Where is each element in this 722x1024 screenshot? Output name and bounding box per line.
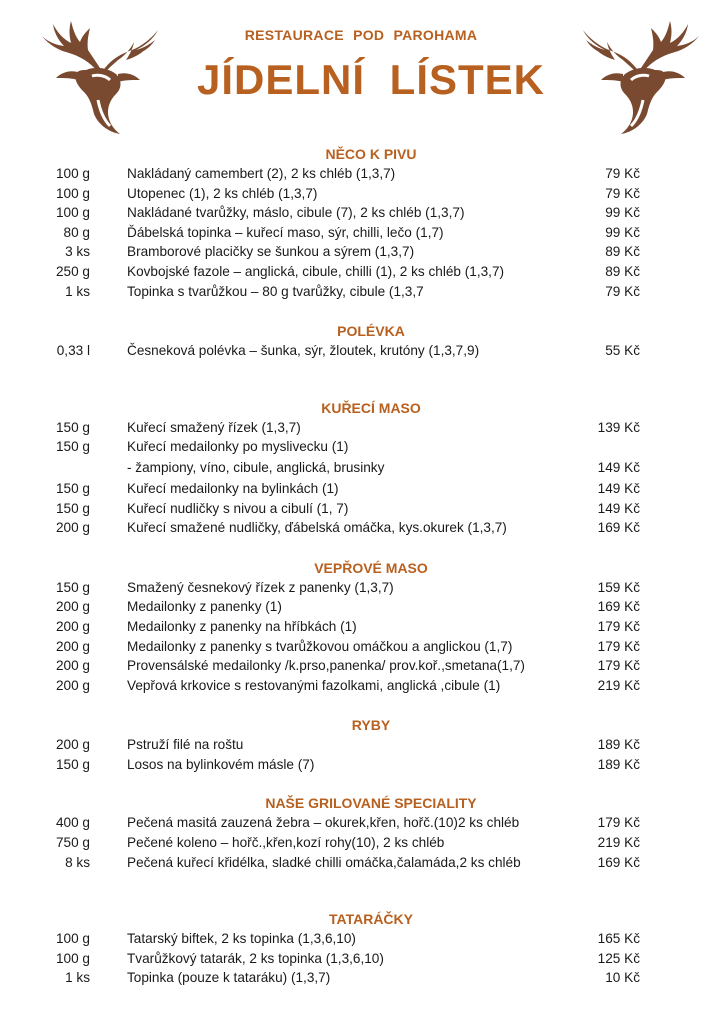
menu-item <box>0 656 722 676</box>
menu-item <box>0 437 722 457</box>
menu-item-qty: 150 g <box>55 419 90 435</box>
menu-item-qty: 100 g <box>55 185 90 201</box>
menu-item <box>0 853 722 873</box>
menu-item-qty: 150 g <box>55 500 90 516</box>
menu-item-name: Nakládané tvarůžky, máslo, cibule (7), 2 ks chléb (1,3,7) <box>127 205 465 221</box>
menu-item <box>0 833 722 853</box>
menu-item-price: 189 Kč <box>597 737 640 753</box>
menu-item-price: 179 Kč <box>597 638 640 654</box>
restaurant-name: RESTAURACE POD PAROHAMA <box>244 27 478 43</box>
menu-section <box>0 794 722 872</box>
menu-item-qty: 200 g <box>55 677 90 693</box>
menu-item <box>0 949 722 969</box>
menu-section <box>0 322 722 361</box>
section-title: NĚCO K PIVU <box>325 146 417 162</box>
menu-item-qty: 150 g <box>55 756 90 772</box>
menu-item-price: 79 Kč <box>605 185 640 201</box>
menu-item-price: 10 Kč <box>605 970 640 986</box>
menu-item-qty: 150 g <box>55 480 90 496</box>
menu-item-price: 149 Kč <box>597 459 640 475</box>
menu-item-name: Pstruží filé na roštu <box>127 737 244 753</box>
menu-item-name: Tatarský biftek, 2 ks topinka (1,3,6,10) <box>127 931 356 947</box>
menu-section <box>0 145 722 301</box>
menu-item-name: Topinka s tvarůžkou – 80 g tvarůžky, cibule (1,3,7 <box>127 283 424 299</box>
menu-item-qty: 200 g <box>55 737 90 753</box>
menu-item <box>0 637 722 657</box>
menu-item-price: 89 Kč <box>605 244 640 260</box>
menu <box>0 145 722 988</box>
menu-item-qty: 200 g <box>55 520 90 536</box>
menu-item-name: Utopenec (1), 2 ks chléb (1,3,7) <box>127 185 318 201</box>
menu-item-name: Kuřecí smažené nudličky, ďábelská omáčka, kys.okurek (1,3,7) <box>127 520 507 536</box>
menu-item-price: 79 Kč <box>605 166 640 181</box>
section-title: RYBY <box>351 717 391 734</box>
menu-item <box>0 597 722 617</box>
menu-item-qty: 200 g <box>55 599 90 615</box>
menu-item-price: 219 Kč <box>597 677 640 693</box>
menu-item-price: 99 Kč <box>605 205 640 221</box>
menu-item <box>0 813 722 833</box>
menu-item-price: 179 Kč <box>597 658 640 674</box>
page-title: JÍDELNÍ LÍSTEK <box>196 56 546 103</box>
menu-section <box>0 716 722 774</box>
menu-item-price: 149 Kč <box>597 480 640 496</box>
menu-item <box>0 929 722 949</box>
menu-item-qty: 250 g <box>55 263 90 279</box>
menu-item <box>0 578 722 598</box>
menu-item-name: Kuřecí medailonky po myslivecku (1) <box>127 439 349 455</box>
menu-item-price: 219 Kč <box>597 835 640 851</box>
menu-item-name: Nakládaný camembert (2), 2 ks chléb (1,3,7) <box>127 166 396 181</box>
menu-item-name: Medailonky z panenky na hříbkách (1) <box>127 618 357 634</box>
menu-item-name: Bramborové placičky se šunkou a sýrem (1,3,7) <box>127 244 415 260</box>
menu-item <box>0 457 722 479</box>
menu-item-name: Topinka (pouze k tataráku) (1,3,7) <box>127 970 331 986</box>
menu-item-name: Kuřecí nudličky s nivou a cibulí (1, 7) <box>127 500 349 516</box>
section-title: NAŠE GRILOVANÉ SPECIALITY <box>265 795 477 812</box>
menu-item-qty: 150 g <box>55 579 90 595</box>
menu-item-qty: 400 g <box>55 815 90 831</box>
menu-item <box>0 203 722 223</box>
menu-item-qty: 8 ks <box>65 854 90 870</box>
menu-item-price: 169 Kč <box>597 520 640 536</box>
menu-item-qty: 3 ks <box>65 244 90 260</box>
menu-item-name: Česneková polévka – šunka, sýr, žloutek, krutóny (1,3,7,9) <box>127 343 480 359</box>
menu-item-name: Losos na bylinkovém másle (7) <box>127 756 315 772</box>
section-title: TATARÁČKY <box>329 911 413 928</box>
menu-item-name: Smažený česnekový řízek z panenky (1,3,7) <box>127 579 394 595</box>
menu-item-price: 99 Kč <box>605 224 640 240</box>
menu-item <box>0 755 722 775</box>
menu-item-price: 149 Kč <box>597 500 640 516</box>
menu-item-qty: 750 g <box>55 835 90 851</box>
menu-section <box>0 559 722 696</box>
menu-item-name: Pečené koleno – hořč.,křen,kozí rohy(10), 2 ks chléb <box>127 835 445 851</box>
menu-item-qty: 150 g <box>55 439 90 455</box>
menu-section <box>0 399 722 538</box>
menu-item-name: Vepřová krkovice s restovanými fazolkami, anglická ,cibule (1) <box>127 677 501 693</box>
menu-item <box>0 676 722 696</box>
menu-item <box>0 341 722 361</box>
menu-section <box>0 910 722 988</box>
menu-item-price: 79 Kč <box>605 283 640 299</box>
menu-item-price: 189 Kč <box>597 756 640 772</box>
menu-item-name: - žampiony, víno, cibule, anglická, brusinky <box>127 459 385 475</box>
menu-item-price: 179 Kč <box>597 618 640 634</box>
menu-item <box>0 418 722 438</box>
section-title: POLÉVKA <box>337 323 405 340</box>
menu-item <box>0 735 722 755</box>
menu-item <box>0 164 722 184</box>
menu-item-qty: 100 g <box>55 166 90 181</box>
menu-item-qty: 200 g <box>55 658 90 674</box>
menu-item <box>0 499 722 519</box>
menu-item-name: Pečená masitá zauzená žebra – okurek,křen, hořč.(10)2 ks chléb <box>127 815 520 831</box>
menu-item <box>0 223 722 243</box>
menu-item-qty: 80 g <box>63 224 90 240</box>
menu-item-name: Tvarůžkový tatarák, 2 ks topinka (1,3,6,10) <box>127 950 384 966</box>
menu-item <box>0 262 722 282</box>
menu-item <box>0 242 722 262</box>
menu-item-name: Medailonky z panenky s tvarůžkovou omáčkou a anglickou (1,7) <box>127 638 513 654</box>
menu-item-qty: 200 g <box>55 638 90 654</box>
menu-item-name: Medailonky z panenky (1) <box>127 599 282 615</box>
menu-item-qty: 0,33 l <box>56 343 90 359</box>
menu-item-price: 169 Kč <box>597 854 640 870</box>
menu-item-price: 165 Kč <box>597 931 640 947</box>
menu-item <box>0 282 722 302</box>
menu-item-qty: 100 g <box>55 950 90 966</box>
menu-item-name: Provensálské medailonky /k.prso,panenka/ prov.koř.,smetana(1,7) <box>127 658 525 674</box>
menu-item <box>0 184 722 204</box>
menu-item-qty: 200 g <box>55 618 90 634</box>
menu-item <box>0 617 722 637</box>
menu-item-name: Kovbojské fazole – anglická, cibule, chilli (1), 2 ks chléb (1,3,7) <box>127 263 505 279</box>
section-title: KUŘECÍ MASO <box>321 399 421 416</box>
menu-item-price: 89 Kč <box>605 263 640 279</box>
menu-item-price: 169 Kč <box>597 599 640 615</box>
section-title: VEPŘOVÉ MASO <box>314 559 428 576</box>
menu-item-price: 179 Kč <box>597 815 640 831</box>
menu-item-price: 159 Kč <box>597 579 640 595</box>
menu-item-qty: 1 ks <box>65 970 90 986</box>
menu-item-qty: 1 ks <box>65 283 90 299</box>
menu-item <box>0 479 722 499</box>
menu-item <box>0 518 722 538</box>
menu-item-name: Kuřecí smažený řízek (1,3,7) <box>127 419 301 435</box>
menu-item-name: Kuřecí medailonky na bylinkách (1) <box>127 480 339 496</box>
menu-item-price: 125 Kč <box>597 950 640 966</box>
menu-item-qty: 100 g <box>55 205 90 221</box>
menu-item-qty: 100 g <box>55 931 90 947</box>
menu-item-price: 139 Kč <box>597 419 640 435</box>
menu-item-name: Pečená kuřecí křidélka, sladké chilli omáčka,čalamáda,2 ks chléb <box>127 854 521 870</box>
menu-item-name: Ďábelská topinka – kuřecí maso, sýr, chilli, lečo (1,7) <box>127 224 444 240</box>
menu-item <box>0 968 722 988</box>
menu-item-price: 55 Kč <box>605 343 640 359</box>
